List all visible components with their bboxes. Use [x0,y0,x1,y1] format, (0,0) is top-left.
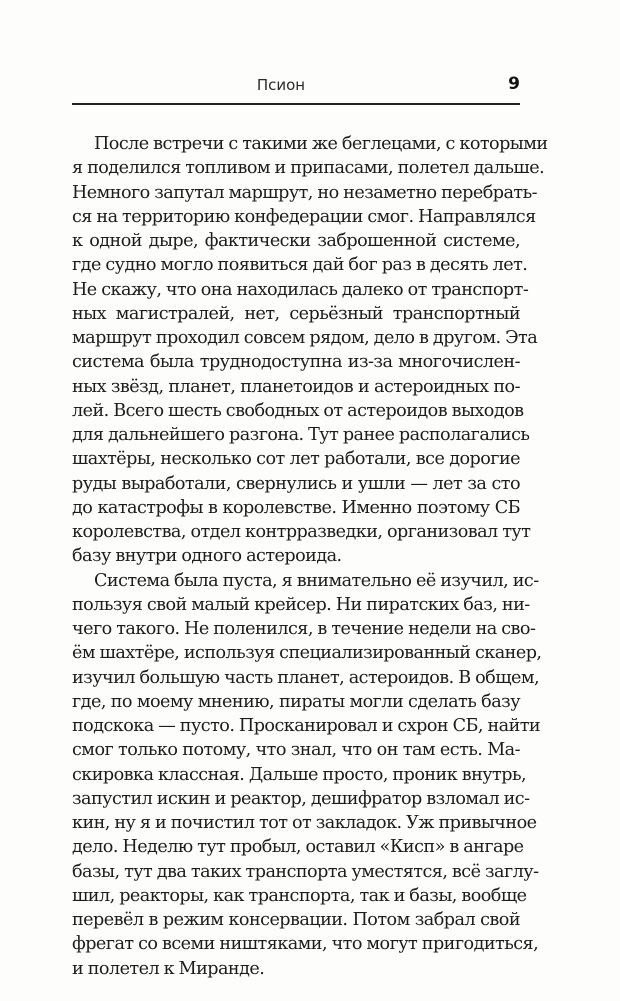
text-line: После встречи с такими же беглецами, с которыми [94,134,548,154]
page-header [72,74,520,102]
text-line: где, по моему мнению, пираты могли сделать базу [72,691,520,712]
text-line: шахтёры, несколько сот лет работали, все дорогие [72,449,520,470]
text-line: руды выработали, свернулись и ушли — лет за сто [72,473,520,494]
header-rule [72,103,520,105]
text-line: скировка классная. Дальше просто, проник внутрь, [72,764,527,785]
text-line: ём шахтёре, используя специализированный сканер, [72,643,542,664]
text-line: Немного запутал маршрут, но незаметно перебрать- [72,182,538,203]
running-title: Псион [256,76,306,94]
text-line: изучил большую часть планет, астероидов. В общем, [72,667,540,688]
text-line: Система была пуста, я внимательно её изучил, ис- [94,570,539,591]
text-line: маршрут проходил совсем рядом, дело в другом. Эта [72,328,538,348]
text-line: перевёл в режим консервации. Потом забрал свой [72,910,520,930]
text-line: до катастрофы в королевстве. Именно поэтому СБ [72,497,520,518]
body-text [72,132,548,981]
page-number: 9 [508,74,520,94]
text-line: чего такого. Не поленился, в течение недели на сво- [72,619,536,639]
text-line: лей. Всего шесть свободных от астероидов выходов [72,400,524,421]
text-line: где судно могло появиться дай бог раз в десять лет. [72,255,528,276]
text-line: для дальнейшего разгона. Тут ранее располагались [72,425,530,445]
text-line: и полетел к Миранде. [72,958,265,979]
text-line: шил, реакторы, как транспорта, так и базы, вообще [72,885,527,906]
text-line: базы, тут два таких транспорта уместятся, всё заглу- [72,861,539,882]
text-line: базу внутри одного астероида. [72,546,342,567]
text-line: смог только потому, что знал, что он там есть. Ма- [72,740,520,761]
paragraph-2 [72,569,542,981]
text-line: к одной дыре, фактически заброшенной системе, [72,231,520,251]
text-line: ся на территорию конфедерации смог. Направлялся [72,206,536,227]
text-line: запустил искин и реактор, дешифратор взломал ис- [72,788,530,809]
text-line: ных магистралей, нет, серьёзный транспортный [72,303,520,324]
text-line: дело. Неделю тут пробыл, оставил «Кисп» в ангаре [72,837,524,858]
text-line: королевства, отдел контрразведки, организовал тут [72,522,531,542]
text-line: система была труднодоступна из-за многочислен- [72,352,520,373]
text-line: я поделился топливом и припасами, полетел дальше. [72,158,545,179]
text-line: фрегат со всеми ништяками, что могут пригодиться, [72,934,539,955]
text-line: пользуя свой малый крейсер. Ни пиратских баз, ни- [72,594,530,615]
text-line: подскока — пусто. Просканировал и схрон СБ, найти [72,716,541,736]
text-line: ных звёзд, планет, планетоидов и астероидных по- [72,376,520,397]
text-line: Не скажу, что она находилась далеко от транспорт- [72,279,529,300]
paragraph-1 [72,132,548,569]
text-line: кин, ну я и почистил тот от закладок. Уж привычное [72,813,537,833]
